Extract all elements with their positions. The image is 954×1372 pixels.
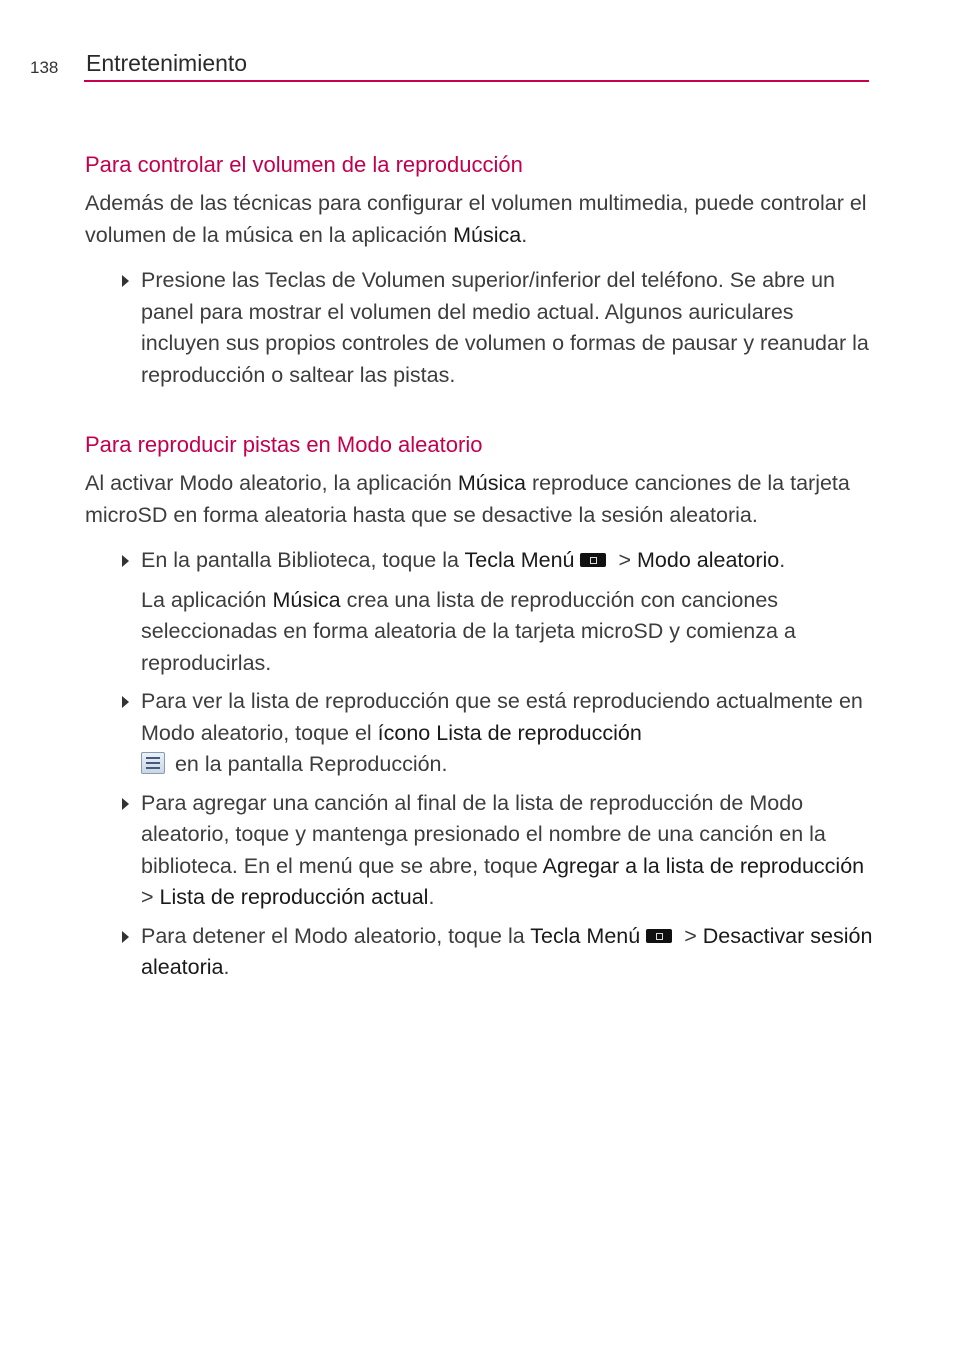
section-header: Entretenimiento — [86, 50, 248, 76]
bullet-arrow-icon — [122, 555, 129, 567]
list-item: Para detener el Modo aleatorio, toque la Tecla Menú > Desactivar sesión aleatoria. — [85, 921, 875, 984]
bullet-arrow-icon — [122, 696, 129, 708]
list-item: Presione las Teclas de Volumen superior/inferior del teléfono. Se abre un panel para mostrar el volumen del medio actual. Algunos auriculares incluyen sus propios controles de volumen o formas de pausar y reanudar la reproducción o saltear las pistas. — [85, 265, 875, 391]
menu-key-icon — [646, 929, 672, 943]
list-item: Para ver la lista de reproducción que se está reproduciendo actualmente en Modo aleatorio, toque el ícono Lista de reproducción en la pantalla Reproducción. — [85, 686, 875, 781]
list-item-followup: La aplicación Música crea una lista de reproducción con canciones seleccionadas en forma aleatoria de la tarjeta microSD y comienza a reproducirlas. — [141, 587, 796, 675]
bullet-arrow-icon — [122, 275, 129, 287]
bullet-arrow-icon — [122, 798, 129, 810]
page-content — [85, 150, 875, 984]
app-name-musica: Música — [457, 471, 526, 495]
section-intro-shuffle: Al activar Modo aleatorio, la aplicación Música reproduce canciones de la tarjeta microSD en forma aleatoria hasta que se desactive la sesión aleatoria. — [85, 471, 850, 527]
section-title-volume: Para controlar el volumen de la reproducción — [85, 152, 523, 177]
app-name-musica: Música — [453, 222, 522, 247]
bullet-arrow-icon — [122, 931, 129, 943]
section-intro-volume: Además de las técnicas para configurar el volumen multimedia, puede controlar el volumen de la música en la aplicación Música. — [85, 191, 867, 247]
menu-key-icon — [580, 553, 606, 567]
list-item: En la pantalla Biblioteca, toque la Tecla Menú > Modo aleatorio. — [85, 545, 875, 577]
header-rule — [84, 80, 869, 82]
page-number: 138 — [30, 58, 59, 77]
section-title-shuffle: Para reproducir pistas en Modo aleatorio — [85, 432, 483, 457]
list-item: Para agregar una canción al final de la lista de reproducción de Modo aleatorio, toque y mantenga presionado el nombre de una canción en la biblioteca. En el menú que se abre, toque Agregar a la lista de reproducción > Lista de reproducción actual. — [85, 788, 875, 914]
playlist-icon — [141, 752, 165, 774]
